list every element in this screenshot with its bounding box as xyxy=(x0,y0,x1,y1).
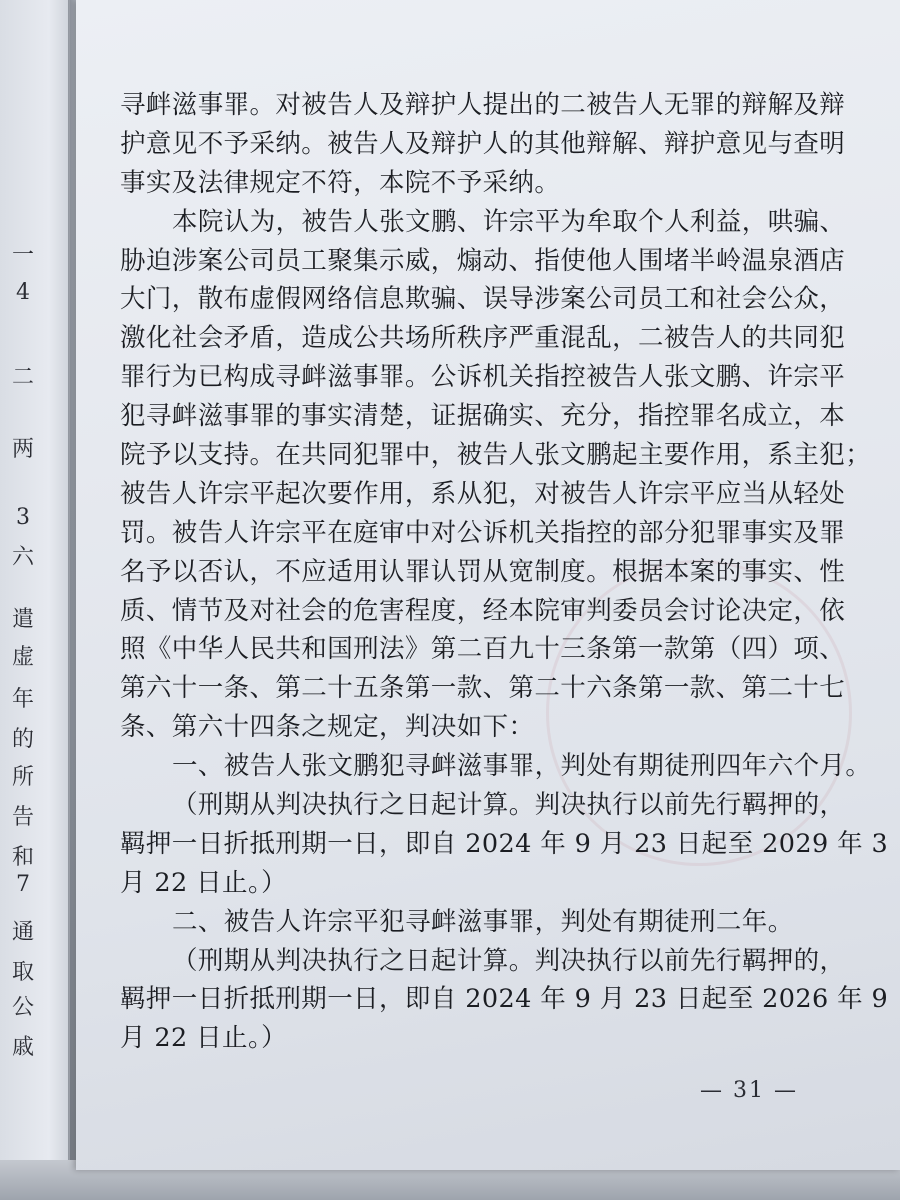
left-page-fragment: 取 xyxy=(11,960,34,985)
left-page-fragment: 二 xyxy=(11,365,34,390)
left-page-fragment: 所 xyxy=(11,765,34,790)
text-line: 质、情节及对社会的危害程度，经本院审判委员会讨论决定，依 xyxy=(120,595,846,626)
text-line: （刑期从判决执行之日起计算。判决执行以前先行羁押的， xyxy=(172,790,846,821)
text-line: 月 22 日止。） xyxy=(120,867,288,898)
left-page-fragment: 3 xyxy=(16,505,30,530)
left-page-fragment: 通 xyxy=(11,920,34,945)
left-page-fragment: 六 xyxy=(11,545,34,570)
left-page-fragment: 公 xyxy=(11,995,34,1020)
text-line: 护意见不予采纳。被告人及辩护人的其他辩解、辩护意见与查明 xyxy=(120,128,846,159)
verdict-item-2: 二、被告人许宗平犯寻衅滋事罪，判处有期徒刑二年。 xyxy=(172,906,794,937)
text-line: 名予以否认，不应适用认罪认罚从宽制度。根据本案的事实、性 xyxy=(120,556,846,587)
left-page-fragment: 告 xyxy=(11,805,34,830)
text-line: 第六十一条、第二十五条第一款、第二十六条第一款、第二十七 xyxy=(120,673,846,704)
judgment-body-text xyxy=(120,86,889,1058)
text-line: 羁押一日折抵刑期一日，即自 2024 年 9 月 23 日起至 2029 年 3 xyxy=(120,828,889,859)
text-line: 激化社会矛盾，造成公共场所秩序严重混乱，二被告人的共同犯 xyxy=(120,323,846,354)
left-page-fragment: 年 xyxy=(11,687,34,712)
text-line: 照《中华人民共和国刑法》第二百九十三条第一款第（四）项、 xyxy=(120,634,846,665)
text-line: 犯寻衅滋事罪的事实清楚，证据确实、充分，指控罪名成立，本 xyxy=(120,401,846,432)
left-page-fragment: 的 xyxy=(11,727,34,752)
left-page-fragment: 虚 xyxy=(11,645,34,670)
underlying-left-page xyxy=(0,0,70,1200)
text-line: 条、第六十四条之规定，判决如下： xyxy=(120,712,535,743)
text-line: 罪行为已构成寻衅滋事罪。公诉机关指控被告人张文鹏、许宗平 xyxy=(120,362,846,393)
left-page-fragment: 两 xyxy=(11,437,34,462)
text-line: （刑期从判决执行之日起计算。判决执行以前先行羁押的， xyxy=(172,945,846,976)
text-line: 羁押一日折抵刑期一日，即自 2024 年 9 月 23 日起至 2026 年 9 xyxy=(120,984,889,1015)
left-page-fragment: 7 xyxy=(16,872,30,897)
left-page-fragment: 和 xyxy=(11,845,34,870)
left-page-fragment: 戚 xyxy=(11,1035,34,1060)
text-line: 大门，散布虚假网络信息欺骗、误导涉案公司员工和社会公众， xyxy=(120,284,846,315)
left-page-fragment: 遣 xyxy=(11,607,34,632)
verdict-item-1: 一、被告人张文鹏犯寻衅滋事罪，判处有期徒刑四年六个月。 xyxy=(172,751,872,782)
left-page-fragment: 4 xyxy=(16,280,30,305)
text-line: 月 22 日止。） xyxy=(120,1023,288,1054)
left-page-fragment: 一 xyxy=(11,243,34,268)
page-number: — 31 — xyxy=(700,1078,798,1103)
text-line: 院予以支持。在共同犯罪中，被告人张文鹏起主要作用，系主犯； xyxy=(120,440,872,471)
text-line: 寻衅滋事罪。对被告人及辩护人提出的二被告人无罪的辩解及辩 xyxy=(120,90,846,120)
text-line: 本院认为，被告人张文鹏、许宗平为牟取个人利益，哄骗、 xyxy=(172,206,846,237)
text-line: 胁迫涉案公司员工聚集示威，煽动、指使他人围堵半岭温泉酒店 xyxy=(120,245,846,276)
text-line: 罚。被告人许宗平在庭审中对公诉机关指控的部分犯罪事实及罪 xyxy=(120,517,846,548)
text-line: 被告人许宗平起次要作用，系从犯，对被告人许宗平应当从轻处 xyxy=(120,478,846,509)
text-line: 事实及法律规定不符，本院不予采纳。 xyxy=(120,167,561,198)
